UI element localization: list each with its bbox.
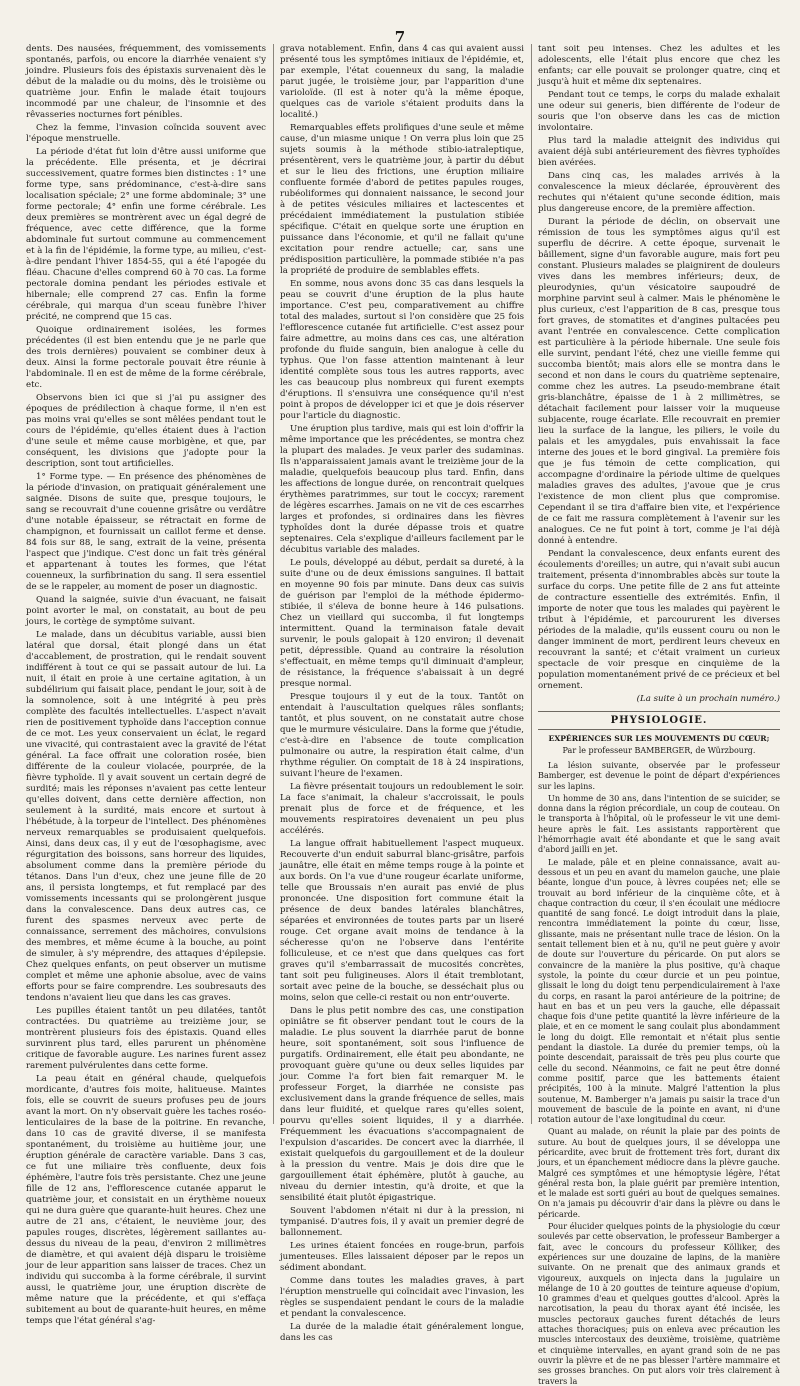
paragraph: Durant la période de déclin, on observait une rémission de tous les symptômes aigus qu'il est superflu de décrire. A cette époque, survenait le bâillement, signe d'un favorable augure, mais fort peu constant. Plusieurs malades se plaignirent de douleurs vives dans les membres inférieurs; deux, de pleurodynies, qu'un vésicatoire saupoudré de morphine parvint seul à calmer. Mais le phénomène le plus curieux, c'est l'apparition de 8 cas, presque tous fort graves, de stomatites et d'angines pultacées peu avant l'entrée en convalescence. Cette complication est particulière à la période hibernale. Une seule fois elle survint, pendant l'été, chez une vieille femme qui succomba bientôt; mais alors elle se montra dans le second et non dans le cours du quatrième septenaire, comme chez les autres. La pseudo-membrane était gris-blanchâtre, épaisse de 1 à 2 millimètres, se détachait facilement pour laisser voir la muqueuse subjacente, rouge écarlate. Elle recouvrait en premier lieu la surface de la langue, les piliers, le voile du palais et les amygdales, puis envahissait la face interne des joues et le bord gingival. La première fois que je fus témoin de cette complication, qui accompagne d'ordinaire la période ultime de quelques maladies graves des adultes, j'avoue que je crus l'existence de mon client plus que compromise. Cependant il se tira d'affaire bien vite, et l'expérience de ce fait me rassura complètement à l'avenir sur les analogues. Ce ne fut point à tort, comme je l'ai déjà donné à entendre.: [538, 217, 780, 546]
paragraph: Chez la femme, l'invasion coïncida souvent avec l'époque menstruelle.: [26, 123, 266, 144]
paragraph: Le malade, dans un décubitus variable, aussi bien latéral que dorsal, était plongé dans un état d'accablement, de prostration, qui le rendait souvent indifférent à tout ce qui se passait autour de lui. La nuit, il était en proie à une certaine agitation, à un subdélirium qui faisait place, pendant le jour, soit à de la somnolence, soit à une intégrité à peu près complète des facultés intellectuelles. L'aspect n'avait rien de positivement typhoïde dans l'acception connue de ce mot. Les yeux conservaient un éclat, le regard une vivacité, qui contrastaient avec la gravité de l'état général. La face offrait une coloration rosée, bien différente de la couleur violacée, pourprée, de la fièvre typhoïde. Il y avait souvent un certain degré de surdité; mais les réponses n'avaient pas cette lenteur qu'elles doivent, dans cette dernière affection, non seulement à la surdité, mais encore et surtout à l'hébétude, à la torpeur de l'intellect. Des phénomènes nerveux remarquables se produisaient quelquefois. Ainsi, dans deux cas, il y eut de l'œsophagisme, avec régurgitation des boissons, sans horreur des liquides, absolument comme dans la première période du tétanos. Dans l'un d'eux, chez une jeune fille de 20 ans, il persista longtemps, et fut remplacé par des vomissements incessants qui se prolongèrent jusque dans la convalescence. Dans deux autres cas, ce furent des spasmes nerveux avec perte de connaissance, serrement des mâchoires, convulsions des membres, et même écume à la bouche, au point de simuler, à s'y méprendre, des attaques d'épilepsie. Chez quelques enfants, on peut observer un mutisme complet et même une aphonie absolue, avec de vains efforts pour se faire comprendre. Les soubresauts des tendons n'avaient lieu que dans les cas graves.: [26, 630, 266, 1003]
paragraph: Le pouls, développé au début, perdait sa dureté, à la suite d'une ou de deux émissions sanguines. Il battait en moyenne 90 fois par minute. Dans deux cas suivis de guérison par l'emploi de la méthode épidermo-stibiée, il s'éleva de bonne heure à 146 pulsations. Chez un vieillard qui succomba, il fut longtemps intermittent. Quand la terminaison fatale devait survenir, le pouls galopait à 120 environ; il devenait petit, dépressible. Quand au contraire la résolution s'effectuait, en même temps qu'il diminuait d'ampleur, de résistance, la fréquence s'abaissait à un degré presque normal.: [280, 558, 524, 689]
paragraph: Un homme de 30 ans, dans l'intention de se suicider, se donna dans la région précordiale, un coup de couteau. On le transporta à l'hôpital, où le professeur le vit une demi-heure après le fait. Les assistants rapportèrent que l'hémorrhagie avait été abondante et que le sang avait d'abord jailli en jet.: [538, 792, 780, 855]
section-rule: [538, 711, 780, 712]
paragraph: La fièvre présentait toujours un redoublement le soir. La face s'animait, la chaleur s'accroissait, le pouls prenait plus de force et de fréquence, et les mouvements respiratoires devenaient un peu plus accélérés.: [280, 782, 524, 836]
paragraph: La langue offrait habituellement l'aspect muqueux. Recouverte d'un enduit saburral blanc-grisâtre, parfois jaunâtre, elle était en même temps rouge à la pointe et aux bords. On l'a vue d'une rougeur écarlate uniforme, telle que Broussais n'en aurait pas envié de plus prononcée. Une disposition fort commune était la présence de deux bandes latérales blanchâtres, séparées et environnées de toutes parts par un liseré rouge. Cet organe avait moins de tendance à la sécheresse qu'on ne l'observe dans l'entérite folliculeuse, et ce n'est que dans quelques cas fort graves qu'il s'embarrassait de mucosités concrètes, tant soit peu fuligineuses. Alors il était tremblotant, sortait avec peine de la bouche, se desséchait plus ou moins, selon que celle-ci restait ou non entr'ouverte.: [280, 839, 524, 1003]
section-title: PHYSIOLOGIE.: [610, 715, 708, 726]
paragraph: Les pupilles étaient tantôt un peu dilatées, tantôt contractées. Du quatrième au treizième jour, se montrèrent plusieurs fois des épistaxis. Quand elles survinrent plus tard, elles parurent un phénomène critique de favorable augure. Les narines furent assez rarement pulvérulentes dans cette forme.: [26, 1006, 266, 1071]
paragraph: Les urines étaient foncées en rouge-brun, parfois jumenteuses. Elles laissaient déposer par le repos un sédiment abondant.: [280, 1241, 524, 1273]
continuation-note: (La suite à un prochain numéro.): [636, 694, 780, 704]
paragraph: Presque toujours il y eut de la toux. Tantôt on entendait à l'auscultation quelques râles sonflants; tantôt, et plus souvent, on ne constatait autre chose que le murmure vésiculaire. Dans la forme que j'étudie, c'est-à-dire en l'absence de toute complication pulmonaire ou autre, la respiration était calme, d'un rhythme régulier. On comptait de 18 à 24 inspirations, suivant l'heure de l'examen.: [280, 692, 524, 779]
paragraph: Souvent l'abdomen n'était ni dur à la pression, ni tympanisé. D'autres fois, il y avait un premier degré de ballonnement.: [280, 1206, 524, 1238]
article-title: EXPÉRIENCES SUR LES MOUVEMENTS DU CŒUR;: [548, 734, 770, 743]
paragraph: dents. Des nausées, fréquemment, des vomissements spontanés, parfois, ou encore la diarrhée venaient s'y joindre. Plusieurs fois des épistaxis survenaient dès le début de la maladie ou du moins, dès le troisième ou quatrième jour. Enfin le malade était toujours incommodé par une chaleur, de l'insomnie et des rêvasseries nocturnes fort pénibles.: [26, 44, 266, 120]
paragraph: Pendant la convalescence, deux enfants eurent des écoulements d'oreilles; un autre, qui n'avait subi aucun traitement, présenta d'innombrables abcès sur toute la surface du corps. Une petite fille de 2 ans fut atteinte de contracture essentielle des extrémités. Enfin, il importe de noter que tous les malades qui payèrent le tribut à l'épidémie, et parcoururent les diverses périodes de la maladie, qu'ils eussent couru ou non le danger imminent de mort, perdirent leurs cheveux en recouvrant la santé; et c'était vraiment un curieux spectacle de voir presque en cinquième de la population momentanément privé de ce précieux et bel ornement.: [538, 549, 780, 691]
section-rule: [538, 729, 780, 730]
paragraph: Comme dans toutes les maladies graves, à part l'éruption menstruelle qui coïncidait avec l'invasion, les règles se suspendaient pendant le cours de la maladie et pendant la convalescence.: [280, 1276, 524, 1319]
paragraph: En somme, nous avons donc 35 cas dans lesquels la peau se couvrit d'une éruption de la plus haute importance. C'est peu, comparativement au chiffre total des malades, surtout si l'on considère que 25 fois l'efflorescence cutanée fut artificielle. C'est assez pour faire admettre, au moins dans ces cas, une altération profonde du fluide sanguin, bien analogue à celle du typhus. Que l'on fasse attention maintenant à leur identité complète sous tous les autres rapports, avec les cas beaucoup plus nombreux qui furent exempts d'éruptions. Il s'ensuivra une conséquence qu'il n'est point à propos de développer ici et que je dois réserver pour l'article du diagnostic.: [280, 279, 524, 421]
paragraph: Le malade, pâle et en pleine connaissance, avait au-dessous et un peu en avant du mamelon gauche, une plaie béante, longue d'un pouce, à lèvres coupées net; elle se trouvait au bord inférieur de la cinquième côte, et à chaque contraction du cœur, il s'en écoulait une médiocre quantité de sang foncé. Le doigt introduit dans la plaie, rencontra immédiatement la pointe du cœur, lisse, glissante, mais ne présentant nulle trace de lésion. On la sentait tellement bien et à nu, qu'il ne peut guère y avoir de doute sur l'ouverture du péricarde. On put alors se convaincre de la manière la plus positive, qu'à chaque systole, la pointe du cœur durcie et un peu pointue, glissait le long du doigt tenu perpendiculairement à l'axe du corps, en rasant la paroi antérieure de la poitrine; de haut en bas et un peu vers la gauche, elle dépassait chaque fois d'une petite quantité la lèvre inférieure de la plaie, et en ce moment le sang coulait plus abondamment le long du doigt. Elle remontait et n'était plus sentie pendant la diastole. La durée du premier temps, où la pointe descendait, paraissait de très peu plus courte que celle du second. Néanmoins, ce fait ne peut être donné comme positif, parce que les battements étaient précipités, 100 à la minute. Malgré l'attention la plus soutenue, M. Bamberger n'a jamais pu saisir la trace d'un mouvement de bascule de la pointe en avant, ni d'une rotation autour de l'axe longitudinal du cœur.: [538, 856, 780, 1125]
paragraph: 1° Forme type. — En présence des phénomènes de la période d'invasion, on pratiquait généralement une saignée. Disons de suite que, presque toujours, le sang se recouvrait d'une couenne grisâtre ou verdâtre d'une notable épaisseur, se rétractait en forme de champignon, et fournissait un caillot ferme et dense. 84 fois sur 88, le sang, extrait de la veine, présenta l'aspect que j'indique. C'est donc un fait très général et appartenant à toutes les formes, que l'état couenneux, la surfibrination du sang. Il sera essentiel de se le rappeler, au moment de poser un diagnostic.: [26, 472, 266, 592]
column-divider: [531, 44, 532, 1124]
paragraph: Observons bien ici que si j'ai pu assigner des époques de prédilection à chaque forme, il n'en est pas moins vrai qu'elles se sont mêlées pendant tout le cours de l'épidémie, qu'elles étaient dues à l'action d'une seule et même cause morbigène, et que, par conséquent, les divisions que j'adopte pour la description, sont tout artificielles.: [26, 393, 266, 469]
paragraph: La lésion suivante, observée par le professeur Bamberger, est devenue le point de départ d'expériences sur les lapins.: [538, 760, 780, 791]
column-1: [26, 44, 266, 1326]
paragraph: Dans cinq cas, les malades arrivés à la convalescence la mieux déclarée, éprouvèrent des rechutes qui n'étaient qu'une seconde édition, mais plus dangereuse encore, de la première affection.: [538, 171, 780, 214]
paragraph: Dans le plus petit nombre des cas, une constipation opiniâtre se fit observer pendant tout le cours de la maladie. Le plus souvent la diarrhée parut de bonne heure, soit spontanément, soit sous l'influence de purgatifs. Ordinairement, elle était peu abondante, ne provoquant guère qu'une ou deux selles liquides par jour. Comme l'a fort bien fait remarquer M. le professeur Forget, la diarrhée ne consiste pas exclusivement dans la grande fréquence de selles, mais dans leur fluidité, et quelque rares qu'elles soient, pourvu qu'elles soient liquides, il y a diarrhée. Fréquemment les évacuations s'accompagnaient de l'expulsion d'ascarides. De concert avec la diarrhée, il existait quelquefois du gargouillement et de la douleur à la pression du ventre. Mais je dois dire que le gargouillement était éphémère, plutôt à gauche, au niveau du dernier intestin, qu'à droite, et que la sensibilité était plutôt épigastrique.: [280, 1006, 524, 1203]
paragraph: Une éruption plus tardive, mais qui est loin d'offrir la même importance que les précédentes, se montra chez la plupart des malades. Je veux parler des sudaminas. Ils n'apparaissaient jamais avant le treizième jour de la maladie, quelquefois beaucoup plus tard. Enfin, dans les affections de longue durée, on rencontrait quelques érythèmes paratrimmes, sur tout le coccyx; rarement de légères escarrhes. Jamais on ne vit de ces escarrhes larges et profondes, si ordinaires dans les fièvres typhoïdes dont la durée dépasse trois et quatre septenaires. Cela s'explique d'ailleurs facilement par le décubitus variable des malades.: [280, 424, 524, 555]
paragraph: Pendant tout ce temps, le corps du malade exhalait une odeur sui generis, bien différente de l'odeur de souris que l'on observe dans les cas de miction involontaire.: [538, 90, 780, 133]
paragraph: tant soit peu intenses. Chez les adultes et les adolescents, elle l'était plus encore que chez les enfants; car elle pouvait se prolonger quatre, cinq et jusqu'à huit et même dix septenaires.: [538, 44, 780, 87]
article-body: [538, 760, 780, 1386]
paragraph: Quant au malade, on réunit la plaie par des points de suture. Au bout de quelques jours, il se développa une péricardite, avec bruit de frottement très fort, durant dix jours, et un épanchement médiocre dans la plèvre gauche. Malgré ces symptômes et une hémoptysie légère, l'état général resta bon, la plaie guérit par première intention, et le malade est sorti guéri au bout de quelques semaines. On n'a jamais pu découvrir d'air dans la plèvre ou dans le péricarde.: [538, 1126, 780, 1219]
paragraph: Quand la saignée, suivie d'un évacuant, ne faisait point avorter le mal, on constatait, au bout de peu jours, le cortège de symptôme suivant.: [26, 595, 266, 627]
paragraph: Quoique ordinairement isolées, les formes précédentes (il est bien entendu que je ne parle que des trois dernières) pouvaient se combiner deux à deux. Ainsi la forme pectorale pouvait être réunie à l'abdominale. Il en est de même de la forme cérébrale, etc.: [26, 325, 266, 390]
column-2: [280, 44, 524, 1343]
paragraph: grava notablement. Enfin, dans 4 cas qui avaient aussi présenté tous les symptômes initiaux de l'épidémie, et, par exemple, l'état couenneux du sang, la maladie parut jugée, le troisième jour, par l'apparition d'une varioloïde. (Il est à noter qu'à la même époque, quelques cas de variole s'étaient produits dans la localité.): [280, 44, 524, 120]
column-3: [538, 44, 780, 1386]
page-columns: [26, 44, 780, 1386]
page-number: 7: [394, 28, 406, 46]
paragraph: Remarquables effets prolifiques d'une seule et même cause, d'un miasme unique ! On verra plus loin que 25 sujets soumis à la méthode stibio-iatraleptique, présentèrent, vers le quatrième jour, à partir du début et sur le lieu des frictions, une éruption miliaire confluente formée d'abord de petites papules rouges, rubéoliformes qui donnaient naissance, le second jour à de petites vésicules miliaires et lactescentes et précédaient immédiatement la pustulation stibiée spécifique. C'était en quelque sorte une éruption en puissance dans l'économie, et qu'il ne fallait qu'une excitation pour rendre actuelle; car, sans une prédisposition particulière, la pommade stibiée n'a pas la propriété de produire de semblables effets.: [280, 123, 524, 276]
paragraph: La période d'état fut loin d'être aussi uniforme que la précédente. Elle présenta, et je décrirai successivement, quatre formes bien distinctes : 1° une forme type, sans prédominance, c'est-à-dire sans localisation spéciale; 2° une forme abdominale; 3° une forme pectorale; 4° enfin une forme cérébrale. Les deux premières se montrèrent avec un égal degré de fréquence, avec cette différence, que la forme abdominale fut surtout commune au commencement et à la fin de l'épidémie, la forme type, au milieu, c'est-à-dire pendant l'hiver 1854-55, qui a été l'apogée du fléau. Chacune d'elles comprend 60 à 70 cas. La forme pectorale domina pendant les périodes estivale et hibernale; elle comprend 27 cas. Enfin la forme cérébrale, qui marqua d'un sceau funèbre l'hiver précité, ne comprend que 15 cas.: [26, 147, 266, 322]
paragraph: La peau était en général chaude, quelquefois mordicante, d'autres fois moite, halitueuse. Maintes fois, elle se couvrit de sueurs profuses peu de jours avant la mort. On n'y observait guère les taches roséo-lenticulaires de la base de la poitrine. En revanche, dans 10 cas de gravité diverse, il se manifesta spontanément, du troisième au huitième jour, une éruption générale de caractère variable. Dans 3 cas, ce fut une miliaire très confluente, deux fois éphémère, l'autre fois très persistante. Chez une jeune fille de 12 ans, l'efflorescence cutanée apparut le quatrième jour, et consistait en un érythème noueux qui ne dura guère que quarante-huit heures. Chez une autre de 21 ans, c'étaient, le neuvième jour, des papules rouges, discrètes, légèrement saillantes au-dessus du niveau de la peau, d'environ 2 millimètres de diamètre, et qui avaient déjà disparu le troisième jour de leur apparition sans laisser de traces. Chez un individu qui succomba à la forme cérébrale, il survint aussi, le quatrième jour, une éruption discrète de même nature que la précédente, et qui s'effaça subitement au bout de quarante-huit heures, en même temps que l'état général s'ag-: [26, 1074, 266, 1326]
column-divider: [273, 44, 274, 1124]
article-byline: Par le professeur BAMBERGER, de Würzbourg.: [562, 746, 756, 755]
paragraph: La durée de la maladie était généralement longue, dans les cas: [280, 1322, 524, 1343]
paragraph: Pour élucider quelques points de la physiologie du cœur soulevés par cette observation, le professeur Bamberger a fait, avec le concours du professeur Kölliker, des expériences sur une douzaine de lapins, de la manière suivante. On ne prenait que des animaux grands et vigoureux, auxquels on injecta dans la jugulaire un mélange de 10 à 20 gouttes de teinture aqueuse d'opium, 10 grammes d'eau et quelques gouttes d'alcool. Après la narcotisation, la peau du thorax ayant été incisée, les muscles pectoraux gauches furent détachés de leurs attaches thoraciques; puis on enleva avec précaution les muscles intercostaux des deuxième, troisième, quatrième et cinquième intervalles, en ayant grand soin de ne pas ouvrir la plèvre et de ne pas blesser l'artère mammaire et ses grosses branches. On put alors voir très clairement à travers la: [538, 1221, 780, 1386]
paragraph: Plus tard la maladie atteignit des individus qui avaient déjà subi antérieurement des fièvres typhoïdes bien avérées.: [538, 136, 780, 168]
